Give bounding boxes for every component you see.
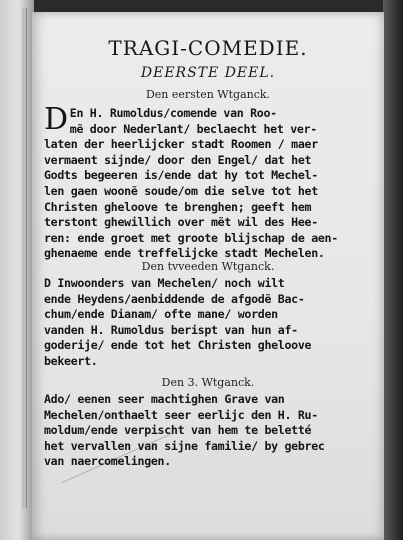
text-line: terstont ghewillich over mẽt wil des Hee- bbox=[44, 215, 318, 230]
text-line: bekeert. bbox=[44, 353, 98, 368]
text-line: ende Heydens/aenbiddende de afgodẽ Bac- bbox=[44, 291, 305, 306]
text-line: D Inwoonders van Mechelen/ noch wilt bbox=[44, 276, 285, 290]
scene-heading-1: Den eersten Wtganck. bbox=[145, 88, 271, 101]
text-line: van naercomelingen. bbox=[44, 454, 171, 469]
binding-gutter bbox=[22, 8, 27, 508]
text-line: mẽ door Nederlant/ beclaecht het ver- bbox=[69, 121, 317, 136]
scene-text-1 bbox=[44, 102, 370, 262]
scene-text-2 bbox=[44, 276, 370, 370]
scene-text-3 bbox=[44, 392, 370, 470]
text-line: Ado/ eenen seer machtighen Grave van bbox=[44, 392, 285, 406]
text-line: vermaent sijnde/ door den Engel/ dat het bbox=[44, 152, 312, 167]
text-line: ghenaeme ende treffelijcke stadt Mechelen. bbox=[44, 246, 325, 261]
scene-heading-2: Den tvveeden Wtganck. bbox=[141, 260, 275, 273]
text-line: len gaen woonẽ soude/om die selve tot het bbox=[44, 183, 318, 198]
text-line: vanden H. Rumoldus berispt van hun af- bbox=[44, 322, 298, 337]
text-line: Godts begeeren is/ende dat hy tot Mechel- bbox=[44, 168, 318, 183]
text-line: het vervallen van sijne familie/ by gebrec bbox=[44, 438, 325, 453]
text-line: goderije/ ende tot het Christen gheloove bbox=[44, 338, 312, 353]
left-page-edge bbox=[0, 0, 34, 540]
text-line: En H. Rumoldus/comende van Roo- bbox=[69, 106, 277, 120]
text-line: ren: ende groet met groote blijschap de aen- bbox=[44, 230, 338, 245]
text-line: Christen gheloove te brenghen; geeft hem bbox=[44, 199, 312, 214]
book-page bbox=[32, 12, 384, 540]
text-line: moldum/ende verpischt van hem te beletté bbox=[44, 423, 312, 438]
background-shadow bbox=[383, 0, 403, 540]
text-line: laten der heerlijcker stadt Roomen / maer bbox=[44, 137, 318, 152]
page-subtitle: DEERSTE DEEL. bbox=[140, 65, 276, 81]
text-line: Mechelen/onthaelt seer eerlijc den H. Ru- bbox=[44, 407, 318, 422]
drop-cap: D bbox=[44, 102, 68, 137]
text-line: chum/ende Dianam/ ofte mane/ worden bbox=[44, 307, 278, 322]
page-title: TRAGI-COMEDIE. bbox=[108, 36, 308, 60]
scene-heading-3: Den 3. Wtganck. bbox=[161, 376, 255, 389]
